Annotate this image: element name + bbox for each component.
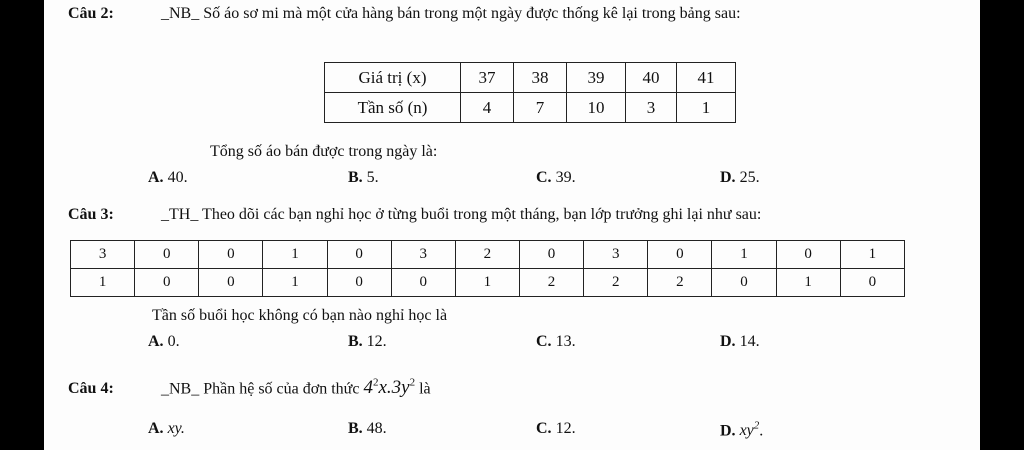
table-header-cell: Tần số (n) xyxy=(325,93,461,123)
table-cell: 39 xyxy=(567,63,626,93)
table-cell: 0 xyxy=(327,241,391,269)
question-4-suffix: là xyxy=(419,380,431,398)
table-row xyxy=(325,93,736,123)
table-cell: 0 xyxy=(199,269,263,297)
table-cell: 2 xyxy=(455,241,519,269)
question-2-option-a[interactable]: A. 40. xyxy=(148,169,188,186)
question-3-option-c[interactable]: C. 13. xyxy=(536,333,576,350)
table-cell: 1 xyxy=(263,269,327,297)
question-3-number: Câu 3: xyxy=(68,206,114,223)
option-d-math: $xy^2$ xyxy=(739,420,760,440)
table-cell: 0 xyxy=(327,269,391,297)
question-2-option-c[interactable]: C. 39. xyxy=(536,169,576,186)
table-cell: 0 xyxy=(712,269,776,297)
question-3-option-a[interactable]: A. 0. xyxy=(148,333,180,350)
table-row xyxy=(71,241,905,269)
question-2-option-d[interactable]: D. 25. xyxy=(720,169,760,186)
table-cell: 0 xyxy=(519,241,583,269)
absence-table xyxy=(70,240,905,297)
table-cell: 3 xyxy=(71,241,135,269)
table-cell: 37 xyxy=(461,63,514,93)
table-cell: 3 xyxy=(391,241,455,269)
question-3-option-d[interactable]: D. 14. xyxy=(720,333,760,350)
table-cell: 0 xyxy=(199,241,263,269)
question-2-prompt: Tổng số áo bán được trong ngày là: xyxy=(210,143,438,160)
table-row xyxy=(71,269,905,297)
question-2-option-b[interactable]: B. 5. xyxy=(348,169,379,186)
table-cell: 40 xyxy=(626,63,677,93)
question-3-text: _TH_ Theo dõi các bạn nghỉ học ở từng buổi trong một tháng, bạn lớp trưởng ghi lại như sau: xyxy=(161,206,762,223)
table-cell: 2 xyxy=(584,269,648,297)
question-2-text: _NB_ Số áo sơ mi mà một cửa hàng bán trong một ngày được thống kê lại trong bảng sau: xyxy=(161,5,741,22)
table-cell: 1 xyxy=(677,93,736,123)
table-cell: 7 xyxy=(514,93,567,123)
question-4-header xyxy=(68,377,431,399)
frequency-table xyxy=(324,62,736,123)
question-4-option-d[interactable]: D. $xy^2$. xyxy=(720,420,764,440)
monomial-expression: $4^2x.3y^2$ xyxy=(363,377,416,399)
table-cell: 0 xyxy=(776,241,840,269)
question-2-number: Câu 2: xyxy=(68,5,114,22)
table-cell: 3 xyxy=(584,241,648,269)
table-cell: 1 xyxy=(840,241,904,269)
question-4-number: Câu 4: xyxy=(68,380,114,398)
question-3-option-b[interactable]: B. 12. xyxy=(348,333,387,350)
question-4-option-c[interactable]: C. 12. xyxy=(536,420,576,437)
table-cell: 0 xyxy=(135,269,199,297)
table-cell: 1 xyxy=(263,241,327,269)
question-4-text: _NB_ Phần hệ số của đơn thức xyxy=(161,380,360,398)
table-cell: 2 xyxy=(648,269,712,297)
table-header-cell: Giá trị (x) xyxy=(325,63,461,93)
table-cell: 10 xyxy=(567,93,626,123)
table-cell: 2 xyxy=(519,269,583,297)
question-3-prompt: Tần số buổi học không có bạn nào nghỉ học là xyxy=(152,307,448,324)
table-cell: 0 xyxy=(391,269,455,297)
table-cell: 0 xyxy=(840,269,904,297)
table-cell: 0 xyxy=(648,241,712,269)
table-cell: 1 xyxy=(712,241,776,269)
table-cell: 1 xyxy=(776,269,840,297)
table-cell: 41 xyxy=(677,63,736,93)
table-cell: 3 xyxy=(626,93,677,123)
document-page xyxy=(44,0,980,450)
table-cell: 1 xyxy=(455,269,519,297)
table-cell: 0 xyxy=(135,241,199,269)
table-cell: 38 xyxy=(514,63,567,93)
table-cell: 4 xyxy=(461,93,514,123)
table-row xyxy=(325,63,736,93)
question-2-header xyxy=(68,5,741,23)
question-3-header xyxy=(68,206,761,224)
table-cell: 1 xyxy=(71,269,135,297)
question-4-option-b[interactable]: B. 48. xyxy=(348,420,387,437)
question-4-option-a[interactable]: A. xy. xyxy=(148,420,185,437)
